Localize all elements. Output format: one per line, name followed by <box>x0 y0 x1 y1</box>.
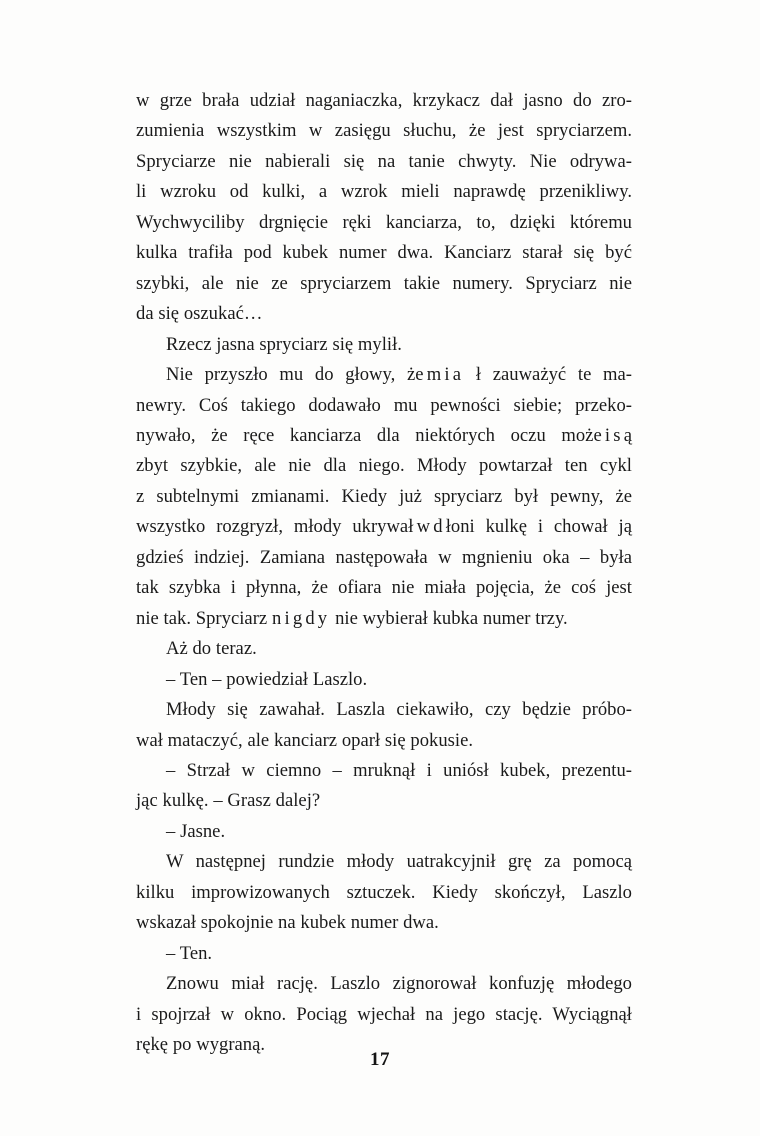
emphasis-spaced-text: łwd <box>408 516 446 538</box>
text-line <box>136 360 632 390</box>
text-line: zumienia wszystkim w zasięgu słuchu, że jest spryciarzem. <box>136 120 632 142</box>
emphasis-spaced-text: emia <box>415 364 465 386</box>
text-line: – Ten. <box>166 942 213 964</box>
text-line: jąc kulkę. – Grasz dalej? <box>136 790 321 812</box>
page-number-folio <box>0 1049 760 1071</box>
text-line: li wzroku od kulki, a wzrok mieli naprawdę przenikliwy. <box>136 181 632 203</box>
text-line: w grze brała udział naganiaczka, krzykacz dał jasno do zro- <box>136 90 632 111</box>
text-line: gdzieś indziej. Zamiana następowała w mgnieniu oka – była <box>136 546 632 568</box>
text-line: Wychwyciliby drgnięcie ręki kanciarza, to, dzięki któremu <box>136 211 632 233</box>
text-line: Aż do teraz. <box>166 638 257 660</box>
dialogue-line-2 <box>136 756 632 817</box>
text-line: W następnej rundzie młody uatrakcyjnił grę za pomocą <box>166 851 632 873</box>
text-line: – Jasne. <box>166 820 226 842</box>
text-line: wszystko rozgryzł, młody ukrywałwdłoni kulkę i chował ją <box>136 516 633 538</box>
dialogue-line-4 <box>136 939 632 969</box>
emphasis-spaced-text: nigdy <box>271 607 331 629</box>
text-line: kulka trafiła pod kubek numer dwa. Kanciarz starał się być <box>136 242 632 264</box>
text-line: – Strzał w ciemno – mruknął i uniósł kubek, prezentu- <box>166 759 632 781</box>
paragraph-11 <box>136 969 632 1060</box>
text-line: newry. Coś takiego dodawało mu pewności siebie; przeko- <box>136 394 632 416</box>
paragraph-1 <box>136 86 632 330</box>
text-line: i spojrzał w okno. Pociąg wjechał na jego stację. Wyciągnął <box>136 1003 632 1025</box>
line-part: Nie przyszło mu do głowy, żemia ł zauważyć te ma- <box>166 364 632 386</box>
text-line: da się oszukać… <box>136 303 263 325</box>
text-line: wskazał spokojnie na kubek numer dwa. <box>136 912 439 934</box>
text-line: Młody się zawahał. Laszla ciekawiło, czy będzie próbo- <box>166 699 632 721</box>
text-line: wał mataczyć, ale kanciarz oparł się pokusie. <box>136 729 474 751</box>
paragraph-4 <box>136 634 632 664</box>
text-line: nie tak. Spryciarz nigdy nie wybierał kubka numer trzy. <box>136 607 568 629</box>
emphasis-spaced-text: eis <box>593 424 624 446</box>
paragraph-6 <box>136 695 632 756</box>
paragraph-3 <box>136 360 632 634</box>
text-line: tak szybka i płynna, że ofiara nie miała pojęcia, że coś jest <box>136 577 632 599</box>
paragraph-2 <box>136 330 632 360</box>
dialogue-line-3 <box>136 817 632 847</box>
text-line: rękę po wygraną. <box>136 1034 266 1056</box>
dialogue-line-1 <box>136 665 632 695</box>
text-line: z subtelnymi zmianami. Kiedy już spryciarz był pewny, że <box>136 485 632 507</box>
text-line: kilku improwizowanych sztuczek. Kiedy skończył, Laszlo <box>136 881 632 903</box>
text-line: Rzecz jasna spryciarz się mylił. <box>166 333 402 355</box>
text-line: Spryciarze nie nabierali się na tanie chwyty. Nie odrywa- <box>136 150 632 172</box>
page-number: 17 <box>370 1049 390 1070</box>
text-line: szybki, ale nie ze spryciarzem takie numery. Spryciarz nie <box>136 272 632 294</box>
text-line: Znowu miał rację. Laszlo zignorował konfuzję młodego <box>166 973 632 995</box>
paragraph-9 <box>136 847 632 938</box>
text-line: – Ten – powiedział Laszlo. <box>166 668 368 690</box>
text-line: zbyt szybkie, ale nie dla niego. Młody powtarzał ten cykl <box>136 455 632 477</box>
text-line: nywało, że ręce kanciarza dla niektórych oczu możeisą <box>136 424 632 446</box>
page-text-block <box>136 86 632 1061</box>
